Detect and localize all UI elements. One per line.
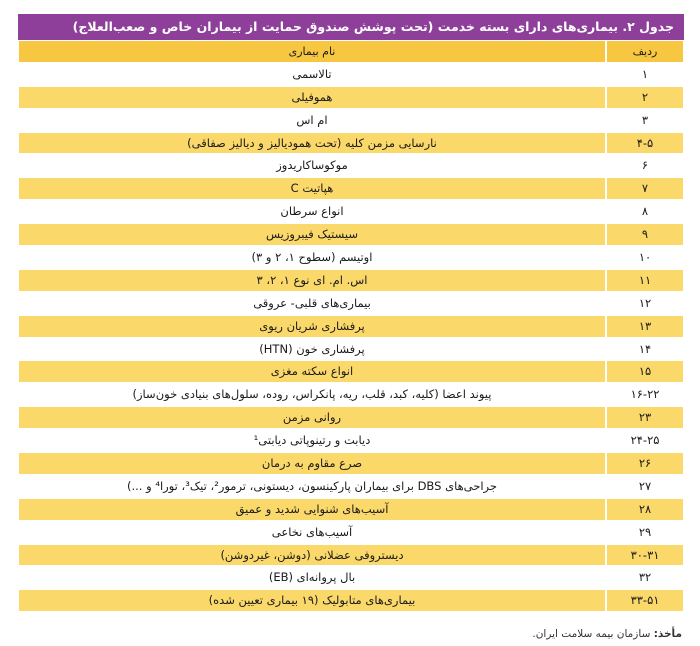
row-index-cell: ۸: [606, 200, 684, 223]
table-row: [18, 109, 684, 132]
row-index-cell: ۱۲: [606, 292, 684, 315]
disease-name-cell: بیماری‌های متابولیک (۱۹ بیماری تعیین شده): [18, 589, 606, 612]
disease-name-cell: پرفشاری شریان ریوی: [18, 315, 606, 338]
table-row: [18, 383, 684, 406]
row-index-cell: ۱۰: [606, 246, 684, 269]
table-row: [18, 132, 684, 155]
source-text: سازمان بیمه سلامت ایران.: [532, 628, 651, 640]
row-index-cell: ۲۷: [606, 475, 684, 498]
row-index-cell: ۱۶-۲۲: [606, 383, 684, 406]
row-index-cell: ۲۹: [606, 521, 684, 544]
table-title: جدول ۲. بیماری‌های دارای بسته خدمت (تحت پوشش صندوق حمایت از بیماران خاص و صعب‌العلاج): [18, 14, 684, 40]
table-row: [18, 200, 684, 223]
row-index-cell: ۱۳: [606, 315, 684, 338]
disease-name-cell: صرع مقاوم به درمان: [18, 452, 606, 475]
table-row: [18, 566, 684, 589]
row-index-cell: ۴-۵: [606, 132, 684, 155]
source-label: مأخذ:: [653, 628, 682, 640]
table-row: [18, 292, 684, 315]
disease-name-cell: جراحی‌های DBS برای بیماران پارکینسون، دیستونی، ترمور²، تیک³، تورا⁴ و ...): [18, 475, 606, 498]
disease-name-cell: آسیب‌های شنوایی شدید و عمیق: [18, 498, 606, 521]
table-row: [18, 338, 684, 361]
row-index-cell: ۶: [606, 154, 684, 177]
disease-name-cell: روانی مزمن: [18, 406, 606, 429]
disease-name-cell: دیستروفی عضلانی (دوشن، غیردوشن): [18, 544, 606, 567]
table-row: [18, 223, 684, 246]
disease-name-cell: تالاسمی: [18, 63, 606, 86]
row-index-cell: ۳۳-۵۱: [606, 589, 684, 612]
table-row: [18, 269, 684, 292]
table-row: [18, 452, 684, 475]
table-row: [18, 86, 684, 109]
row-index-cell: ۳۰-۳۱: [606, 544, 684, 567]
table-row: [18, 315, 684, 338]
row-index-cell: ۲: [606, 86, 684, 109]
disease-name-cell: دیابت و رتینوپاتی دیابتی¹: [18, 429, 606, 452]
table-row: [18, 154, 684, 177]
disease-name-cell: انواع سرطان: [18, 200, 606, 223]
disease-name-cell: هپاتیت C: [18, 177, 606, 200]
source-note: [532, 628, 682, 640]
row-index-cell: ۹: [606, 223, 684, 246]
row-index-cell: ۲۴-۲۵: [606, 429, 684, 452]
disease-name-cell: اوتیسم (سطوح ۱، ۲ و ۳): [18, 246, 606, 269]
row-index-cell: ۱۵: [606, 360, 684, 383]
disease-name-cell: هموفیلی: [18, 86, 606, 109]
table-row: [18, 406, 684, 429]
table-row: [18, 177, 684, 200]
column-header-name: نام بیماری: [18, 40, 606, 63]
table-row: [18, 475, 684, 498]
disease-name-cell: موکوساکاریدوز: [18, 154, 606, 177]
table-row: [18, 498, 684, 521]
row-index-cell: ۲۶: [606, 452, 684, 475]
row-index-cell: ۱۱: [606, 269, 684, 292]
disease-name-cell: اس. ام. ای نوع ۱، ۲، ۳: [18, 269, 606, 292]
table-row: [18, 246, 684, 269]
disease-name-cell: پیوند اعضا (کلیه، کبد، قلب، ریه، پانکراس، روده، سلول‌های بنیادی خون‌ساز): [18, 383, 606, 406]
table-row: [18, 360, 684, 383]
disease-name-cell: ام اس: [18, 109, 606, 132]
table-row: [18, 521, 684, 544]
row-index-cell: ۳۲: [606, 566, 684, 589]
row-index-cell: ۳: [606, 109, 684, 132]
disease-name-cell: پرفشاری خون (HTN): [18, 338, 606, 361]
row-index-cell: ۲۳: [606, 406, 684, 429]
table-row: [18, 544, 684, 567]
table-row: [18, 429, 684, 452]
row-index-cell: ۷: [606, 177, 684, 200]
row-index-cell: ۱۴: [606, 338, 684, 361]
row-index-cell: ۲۸: [606, 498, 684, 521]
disease-name-cell: نارسایی مزمن کلیه (تحت همودیالیز و دیالیز صفاقی): [18, 132, 606, 155]
disease-name-cell: بال پروانه‌ای (EB): [18, 566, 606, 589]
table-row: [18, 63, 684, 86]
table-header-row: [18, 40, 684, 63]
disease-name-cell: آسیب‌های نخاعی: [18, 521, 606, 544]
disease-name-cell: انواع سکته مغزی: [18, 360, 606, 383]
row-index-cell: ۱: [606, 63, 684, 86]
disease-name-cell: بیماری‌های قلبی- عروقی: [18, 292, 606, 315]
disease-name-cell: سیستیک فیبروزیس: [18, 223, 606, 246]
table-row: [18, 589, 684, 612]
disease-table: [18, 40, 684, 612]
column-header-index: ردیف: [606, 40, 684, 63]
